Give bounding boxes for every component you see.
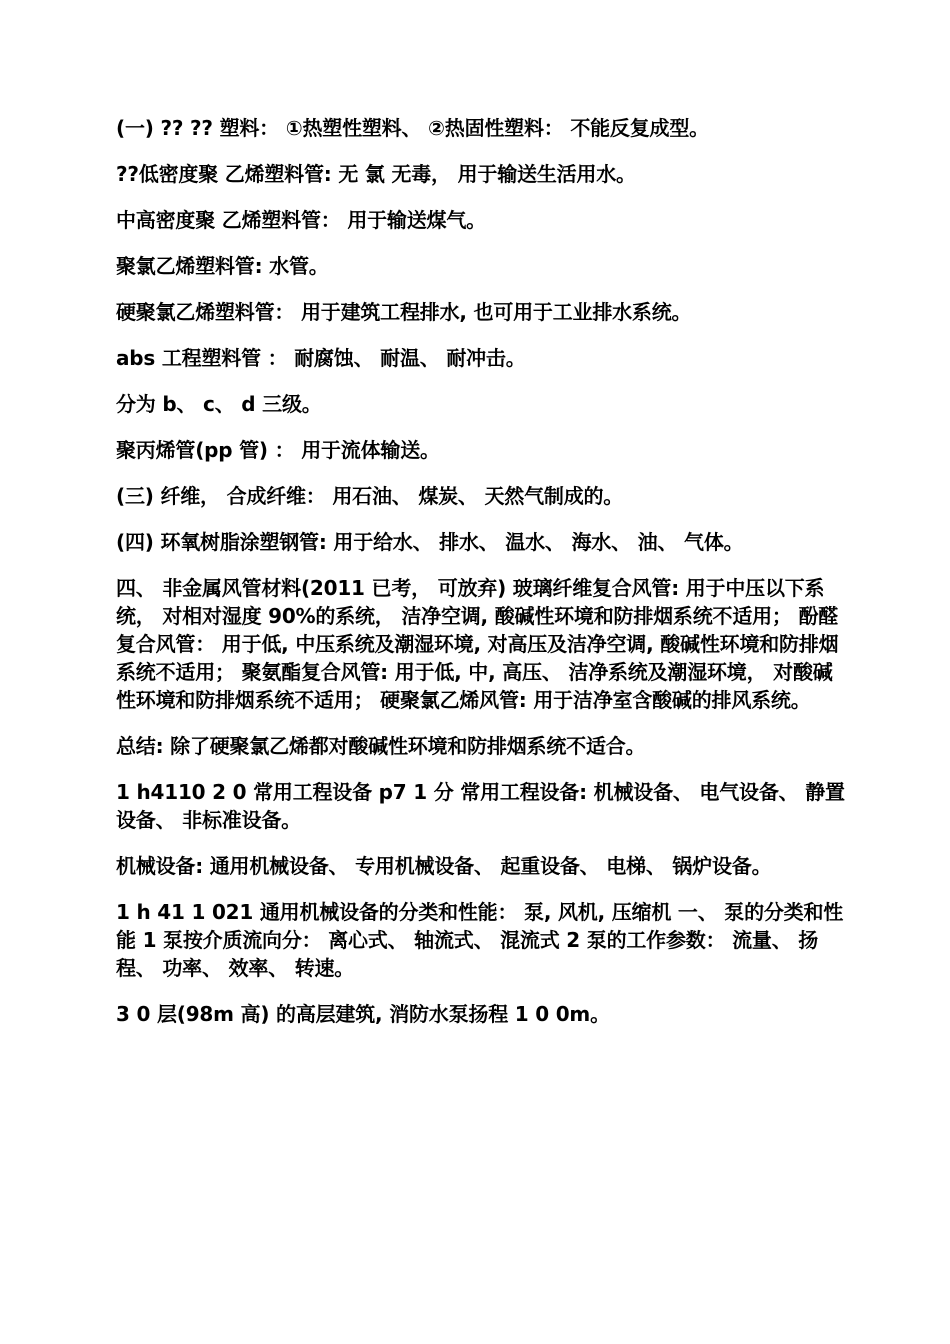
paragraph-ldpe-pipe: ??低密度聚 乙烯塑料管: 无 氯 无毒， 用于输送生活用水。 [116,162,636,186]
paragraph-nonmetal-ducts: 四、 非金属风管材料(2011 已考， 可放弃) 玻璃纤维复合风管: 用于中压以下系统， 对相对湿度 90%的系统， 洁净空调, 酸碱性环境和防排烟系统不适用； 酚醛复合风管： 用于低, 中压系统及潮湿环境, 对高压及洁净空调, 酸碱性环境和防排烟系统不适用； 聚氨酯复合风管: 用于低, 中, 高压、 洁净系统及潮湿环境， 对酸碱性环境和防排烟系统不适用； 硬聚氯乙烯风管: 用于洁净室含酸碱的排风系统。 [116,576,839,712]
paragraph-grades: 分为 b、 c、 d 三级。 [116,392,322,416]
document-page [116,114,846,1046]
paragraph-pvc-pipe: 聚氯乙烯塑料管: 水管。 [116,254,329,278]
paragraph-mechanical-equipment: 机械设备: 通用机械设备、 专用机械设备、 起重设备、 电梯、 锅炉设备。 [116,854,772,878]
paragraph-abs-pipe: abs 工程塑料管 ： 耐腐蚀、 耐温、 耐冲击。 [116,346,526,370]
paragraph-summary: 总结: 除了硬聚氯乙烯都对酸碱性环境和防排烟系统不适合。 [116,734,646,758]
paragraph-fiber: (三) 纤维， 合成纤维： 用石油、 煤炭、 天然气制成的。 [116,484,624,508]
paragraph-general-machinery: 1 h 41 1 021 通用机械设备的分类和性能： 泵, 风机, 压缩机 一、 泵的分类和性能 1 泵按介质流向分： 离心式、 轴流式、 混流式 2 泵的工作参数： 流量、 扬程、 功率、 效率、 转速。 [116,900,844,980]
paragraph-hdpe-pipe: 中高密度聚 乙烯塑料管： 用于输送煤气。 [116,208,486,232]
paragraph-common-equipment: 1 h4110 2 0 常用工程设备 p7 1 分 常用工程设备: 机械设备、 电气设备、 静置设备、 非标准设备。 [116,780,845,832]
paragraph-pp-pipe: 聚丙烯管(pp 管) ： 用于流体输送。 [116,438,440,462]
paragraph-epoxy-steel-pipe: (四) 环氧树脂涂塑钢管: 用于给水、 排水、 温水、 海水、 油、 气体。 [116,530,744,554]
paragraph-upvc-pipe: 硬聚氯乙烯塑料管： 用于建筑工程排水, 也可用于工业排水系统。 [116,300,692,324]
paragraph-plastics: (一) ?? ?? 塑料： ①热塑性塑料、 ②热固性塑料： 不能反复成型。 [116,116,709,140]
paragraph-fire-pump-head: 3 0 层(98m 高) 的高层建筑, 消防水泵扬程 1 0 0m。 [116,1002,610,1026]
